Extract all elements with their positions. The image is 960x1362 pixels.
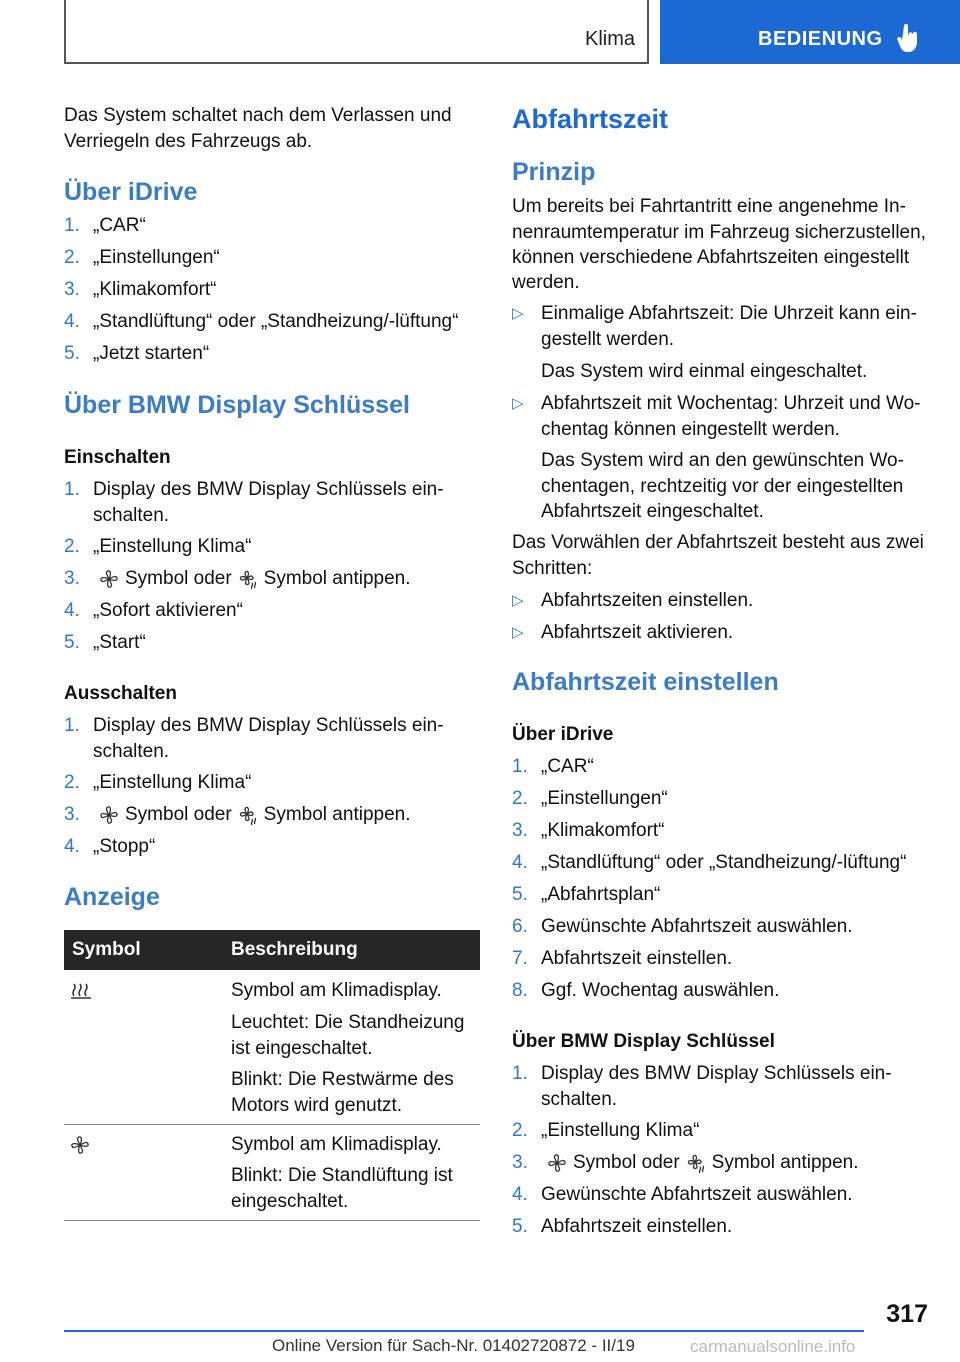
table-row-text: Blinkt: Die Standlüftung ist: [231, 1165, 453, 1186]
step-text: Gewünschte Abfahrtszeit auswählen.: [541, 916, 853, 937]
step-text: Display des BMW Display Schlüssels ein-: [93, 479, 444, 500]
bullet-text: Abfahrtszeiten einstellen.: [541, 590, 754, 611]
page-number: 317: [886, 1300, 928, 1328]
step-number: 8.: [512, 980, 528, 1001]
step-text-cont: schalten.: [93, 505, 170, 526]
step-number: 3.: [512, 820, 528, 841]
step-text: Gewünschte Abfahrtszeit auswählen.: [541, 1184, 853, 1205]
step-text: [93, 802, 411, 828]
footer-rule: [64, 1330, 864, 1332]
table-row-divider: [64, 1220, 480, 1221]
fan-heater-icon: [686, 1153, 706, 1173]
step-number: 4.: [64, 600, 80, 621]
set-heading: Abfahrtszeit einstellen: [512, 668, 779, 696]
table-row-text: Symbol am Klimadisplay.: [231, 980, 442, 1001]
header-chapter-title: BEDIENUNG: [758, 28, 883, 50]
idrive-subheading: Über iDrive: [512, 724, 614, 745]
step-text: [93, 566, 411, 592]
switch-off-heading: Ausschalten: [64, 683, 177, 704]
table-row-text: Leuchtet: Die Standheizung: [231, 1012, 465, 1033]
step-text: „Standlüftung“ oder „Standheizung/-lüftung“: [541, 852, 907, 873]
table-row-text: ist eingeschaltet.: [231, 1038, 373, 1059]
triangle-bullet-icon: ▷: [512, 624, 524, 641]
step-number: 5.: [512, 884, 528, 905]
table-row-text: Symbol am Klimadisplay.: [231, 1134, 442, 1155]
step-number: 1.: [512, 756, 528, 777]
bullet-text: Einmalige Abfahrtszeit: Die Uhrzeit kann ein-: [541, 303, 917, 324]
step-text: „Stopp“: [93, 836, 156, 857]
switch-on-heading: Einschalten: [64, 447, 171, 468]
step-number: 1.: [64, 715, 80, 736]
table-row-text: Blinkt: Die Restwärme des: [231, 1069, 454, 1090]
principle-line: Um bereits bei Fahrtantritt eine angenehme In-: [512, 196, 906, 217]
triangle-bullet-icon: ▷: [512, 592, 524, 609]
table-row-text: eingeschaltet.: [231, 1191, 349, 1212]
step-text: „Jetzt starten“: [93, 343, 210, 364]
triangle-bullet-icon: ▷: [512, 305, 524, 322]
heater-icon: [70, 982, 96, 1000]
key-heading: Über BMW Display Schlüssel: [64, 391, 410, 419]
bullet-note: Das System wird einmal eingeschaltet.: [541, 361, 868, 382]
step-text-a: Symbol oder: [125, 568, 232, 589]
preselect-line: Das Vorwählen der Abfahrtszeit besteht aus zwei: [512, 532, 924, 553]
step-number: 2.: [512, 788, 528, 809]
step-number: 6.: [512, 916, 528, 937]
col-description: Beschreibung: [231, 939, 358, 960]
step-number: 1.: [512, 1063, 528, 1084]
step-text-a: Symbol oder: [573, 1152, 680, 1173]
step-text: Abfahrtszeit einstellen.: [541, 948, 733, 969]
step-text: „Klimakomfort“: [93, 279, 217, 300]
step-text-a: Symbol oder: [125, 804, 232, 825]
step-number: 4.: [64, 311, 80, 332]
step-text: „Einstellungen“: [541, 788, 668, 809]
step-text: Display des BMW Display Schlüssels ein-: [93, 715, 444, 736]
bullet-note: Das System wird an den gewünschten Wo-: [541, 450, 904, 471]
step-text-b: Symbol antippen.: [263, 568, 411, 589]
step-text: Ggf. Wochentag auswählen.: [541, 980, 780, 1001]
step-number: 4.: [64, 836, 80, 857]
display-heading: Anzeige: [64, 883, 160, 911]
step-text: „Abfahrtsplan“: [541, 884, 661, 905]
step-text: „CAR“: [93, 215, 146, 236]
step-number: 2.: [64, 772, 80, 793]
preselect-line: Schritten:: [512, 558, 593, 579]
fan-icon: [99, 805, 119, 825]
step-text: „CAR“: [541, 756, 594, 777]
step-text: „Start“: [93, 632, 146, 653]
bullet-note: chentagen, rechtzeitig vor der eingestellten: [541, 476, 904, 497]
step-number: 7.: [512, 948, 528, 969]
fan-icon: [99, 569, 119, 589]
key-subheading: Über BMW Display Schlüssel: [512, 1031, 775, 1052]
intro-line-2: Verriegeln des Fahrzeugs ab.: [64, 131, 313, 152]
triangle-bullet-icon: ▷: [512, 395, 524, 412]
header-chapter-tab[interactable]: [660, 0, 960, 64]
section-title: Abfahrtszeit: [512, 104, 669, 134]
step-text: „Klimakomfort“: [541, 820, 665, 841]
step-number: 5.: [512, 1216, 528, 1237]
principle-heading: Prinzip: [512, 158, 596, 186]
bullet-text: Abfahrtszeit mit Wochentag: Uhrzeit und Wo-: [541, 393, 921, 414]
bullet-note: Abfahrtszeit eingeschaltet.: [541, 501, 764, 522]
step-number: 3.: [64, 568, 80, 589]
step-number: 3.: [64, 804, 80, 825]
step-text-cont: schalten.: [541, 1089, 618, 1110]
step-number: 4.: [512, 852, 528, 873]
fan-heater-icon: [238, 805, 258, 825]
step-text: „Einstellung Klima“: [541, 1120, 700, 1141]
step-number: 1.: [64, 479, 80, 500]
step-text: „Standlüftung“ oder „Standheizung/-lüftung“: [93, 311, 459, 332]
table-row-text: Motors wird genutzt.: [231, 1095, 403, 1116]
step-number: 2.: [64, 247, 80, 268]
intro-line-1: Das System schaltet nach dem Verlassen und: [64, 105, 452, 126]
step-number: 3.: [512, 1152, 528, 1173]
header-section-title: Klima: [584, 28, 635, 50]
online-version-note: Online Version für Sach-Nr. 01402720872 - II/19: [272, 1336, 635, 1355]
principle-line: nenraumtemperatur im Fahrzeug sicherzustellen,: [512, 222, 926, 243]
col-symbol: Symbol: [72, 939, 141, 960]
step-text: „Einstellung Klima“: [93, 536, 252, 557]
step-number: 4.: [512, 1184, 528, 1205]
table-header: [64, 930, 480, 970]
step-text: „Einstellungen“: [93, 247, 220, 268]
idrive-heading: Über iDrive: [64, 178, 198, 206]
step-text: „Sofort aktivieren“: [93, 600, 243, 621]
step-number: 1.: [64, 215, 80, 236]
step-number: 5.: [64, 343, 80, 364]
bullet-text: gestellt werden.: [541, 329, 675, 350]
table-row-divider: [64, 1124, 480, 1125]
bullet-text: chentag können eingestellt werden.: [541, 419, 840, 440]
step-text: Abfahrtszeit einstellen.: [541, 1216, 733, 1237]
step-text: [541, 1150, 859, 1176]
step-number: 2.: [512, 1120, 528, 1141]
hand-pointer-icon: [897, 24, 919, 54]
step-number: 2.: [64, 536, 80, 557]
principle-line: können verschiedene Abfahrtszeiten eingestellt: [512, 247, 910, 268]
watermark: carmanualsonline.info: [690, 1337, 856, 1356]
step-text-b: Symbol antippen.: [263, 804, 411, 825]
step-number: 3.: [64, 279, 80, 300]
fan-icon: [547, 1153, 567, 1173]
step-text-b: Symbol antippen.: [711, 1152, 859, 1173]
step-text: „Einstellung Klima“: [93, 772, 252, 793]
principle-line: werden.: [512, 272, 580, 293]
header-section-box: [64, 0, 649, 64]
step-text-cont: schalten.: [93, 741, 170, 762]
fan-icon: [70, 1135, 90, 1155]
bullet-text: Abfahrtszeit aktivieren.: [541, 622, 734, 643]
step-text: Display des BMW Display Schlüssels ein-: [541, 1063, 892, 1084]
step-number: 5.: [64, 632, 80, 653]
fan-heater-icon: [238, 569, 258, 589]
